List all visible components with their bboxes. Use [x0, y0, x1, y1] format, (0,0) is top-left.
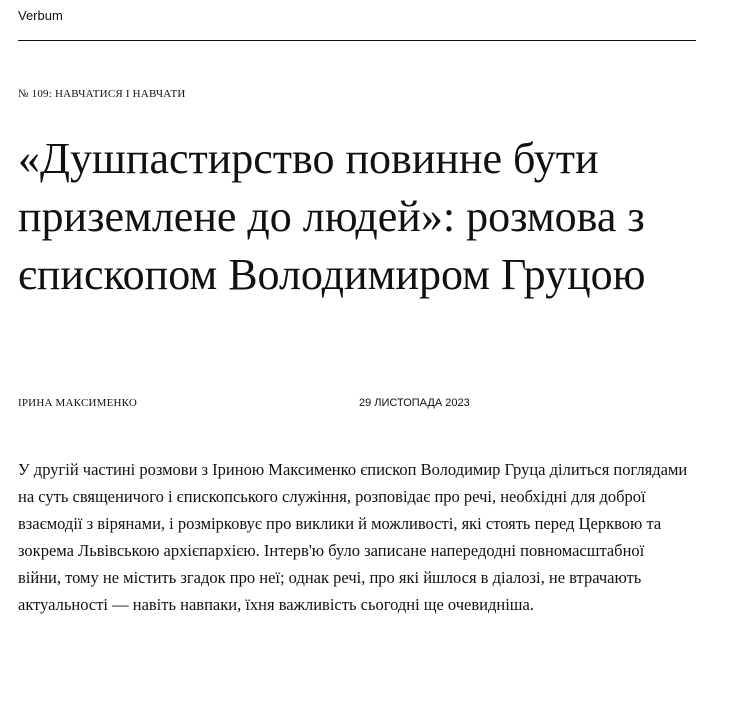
publish-date: 29 ЛИСТОПАДА 2023 [359, 397, 470, 409]
author-link[interactable]: ІРИНА МАКСИМЕНКО [18, 397, 138, 409]
site-logo-link[interactable]: Verbum [18, 8, 63, 23]
article-title: «Душпастирство повинне бути приземлене до людей»: розмова з єпископом Володимиром Груцою [18, 134, 646, 299]
article-lead: У другій частині розмови з Іриною Максименко єпископ Володимир Груца ділиться поглядами на суть священичого і єпископського служіння, розповідає про речі, необхідні для доброї взаємодії з вірянами, і розмірковує про виклики й можливості, які стоять перед Церквою та зокрема Львівською архієпархією. Інтерв'ю було записане напередодні повномасштабної війни, тому не містить згадок про неї; однак речі, про які йшлося в діалозі, не втрачають актуальності — навіть навпаки, їхня важливість сьогодні ще очевидніша. [18, 460, 688, 614]
header-divider [18, 40, 696, 41]
issue-link[interactable]: № 109: НАВЧАТИСЯ І НАВЧАТИ [18, 88, 186, 100]
